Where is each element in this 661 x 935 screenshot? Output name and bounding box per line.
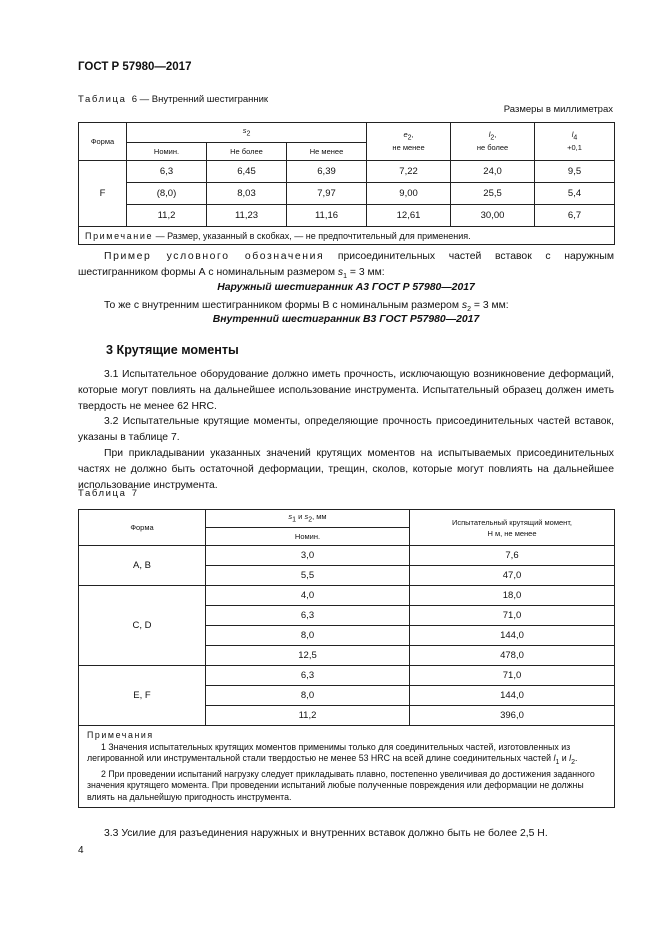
cell-size: 12,5 — [206, 646, 410, 666]
table-row — [79, 546, 615, 566]
paragraph-3-2b: При прикладывании указанных значений крутящих моментов на испытываемых присоединительных частях не должно быть остаточной деформации, трещин, сколов, которые могут повлиять на дальнейшее использование инструмента. — [78, 448, 614, 491]
notes-label: Примечания — [87, 730, 154, 740]
cell-nom: (8,0) — [127, 183, 207, 205]
cell-l2: 24,0 — [451, 161, 535, 183]
table-row — [79, 183, 615, 205]
document-header: ГОСТ Р 57980—2017 — [78, 61, 192, 73]
example-paragraph-2: То же с внутренним шестигранником формы В с номинальным размером $s_2 = 3$ мм: — [104, 300, 509, 314]
cell-torque: 7,6 — [410, 546, 615, 566]
cell-l2: 25,5 — [451, 183, 535, 205]
table7-notes — [79, 726, 615, 808]
cell-size: 4,0 — [206, 586, 410, 606]
table7-caption-number: 7 — [131, 488, 138, 499]
cell-torque: 18,0 — [410, 586, 615, 606]
col-header-e2: $e_2$, не менее — [367, 123, 451, 161]
table6 — [78, 122, 615, 245]
cell-e2: 9,00 — [367, 183, 451, 205]
cell-l4: 5,4 — [535, 183, 615, 205]
section-title: 3 Крутящие моменты — [106, 343, 239, 357]
cell-size: 11,2 — [206, 706, 410, 726]
cell-torque: 144,0 — [410, 626, 615, 646]
col-header-l4: $l_4$ +0,1 — [535, 123, 615, 161]
table-row — [79, 666, 615, 686]
col-header-l2: $l_2$, не более — [451, 123, 535, 161]
cell-min: 11,16 — [287, 205, 367, 227]
table6-caption-label: Таблица — [78, 94, 127, 105]
designation-2: Внутренний шестигранник В3 ГОСТ Р57980—2017 — [212, 314, 480, 325]
cell-size: 8,0 — [206, 626, 410, 646]
col-header-s1-s2: $s_1$ и $s_2$, мм — [206, 510, 410, 528]
paragraph-3-3: 3.3 Усилие для разъединения наружных и внутренних вставок должно быть не более 2,5 Н. — [104, 828, 548, 839]
cell-max: 8,03 — [207, 183, 287, 205]
cell-torque: 396,0 — [410, 706, 615, 726]
cell-torque: 478,0 — [410, 646, 615, 666]
cell-l4: 9,5 — [535, 161, 615, 183]
form-cell: E, F — [79, 666, 206, 726]
col-header-forma: Форма — [79, 123, 127, 161]
cell-max: 6,45 — [207, 161, 287, 183]
col-header-forma: Форма — [79, 510, 206, 546]
cell-torque: 71,0 — [410, 666, 615, 686]
cell-nom: 11,2 — [127, 205, 207, 227]
note-2: 2 При проведении испытаний нагрузку следует прикладывать плавно, постепенно увеличивая до достижения заданного значения крутящего момента. При проведении испытаний любые полученные повреждения или деформации не должны влиять на дальнейшую пригодность инструмента. — [87, 768, 595, 802]
cell-torque: 71,0 — [410, 606, 615, 626]
col-header-torque: Испытательный крутящий момент, Н м, не менее — [410, 510, 615, 546]
cell-e2: 12,61 — [367, 205, 451, 227]
cell-size: 6,3 — [206, 606, 410, 626]
cell-min: 7,97 — [287, 183, 367, 205]
form-cell: F — [79, 161, 127, 227]
cell-size: 6,3 — [206, 666, 410, 686]
subheader-nomin: Номин. — [206, 528, 410, 546]
cell-torque: 144,0 — [410, 686, 615, 706]
table7-caption — [78, 488, 137, 499]
paragraph-3-2: 3.2 Испытательные крутящие моменты, определяющие прочность присоединительных частей вставок, указаны в таблице 7. — [78, 416, 614, 443]
cell-min: 6,39 — [287, 161, 367, 183]
table6-note: Примечание — Размер, указанный в скобках, — не предпочтительный для применения. — [79, 227, 615, 245]
cell-size: 3,0 — [206, 546, 410, 566]
table-row — [79, 586, 615, 606]
table7-caption-label: Таблица — [78, 488, 127, 499]
cell-torque: 47,0 — [410, 566, 615, 586]
paragraph-3-1: 3.1 Испытательное оборудование должно иметь прочность, исключающую возникновение деформаций, которые могут повлиять на дальнейшее использование инструмента. Испытательный образец должен иметь твердость не менее 62 HRC. — [78, 369, 614, 412]
subheader-nomin: Номин. — [127, 143, 207, 161]
designation-1: Наружный шестигранник А3 ГОСТ Р 57980—2017 — [217, 282, 475, 293]
table-row — [79, 161, 615, 183]
cell-e2: 7,22 — [367, 161, 451, 183]
table6-caption — [78, 94, 268, 105]
subheader-ne-bolee: Не более — [207, 143, 287, 161]
table6-units: Размеры в миллиметрах — [503, 104, 613, 115]
form-cell: C, D — [79, 586, 206, 666]
example-label: Пример условного обозначения — [104, 251, 325, 262]
form-cell: A, B — [79, 546, 206, 586]
table-row — [79, 205, 615, 227]
subheader-ne-menee: Не менее — [287, 143, 367, 161]
example-paragraph: Пример условного обозначения присоединительных частей вставок с наружным шестигранником формы А с номинальным размером $s_1 = 3$ мм: — [78, 251, 614, 281]
cell-size: 5,5 — [206, 566, 410, 586]
cell-size: 8,0 — [206, 686, 410, 706]
cell-nom: 6,3 — [127, 161, 207, 183]
table6-caption-title: 6 — Внутренний шестигранник — [131, 94, 269, 105]
cell-max: 11,23 — [207, 205, 287, 227]
page-number: 4 — [78, 845, 84, 856]
cell-l4: 6,7 — [535, 205, 615, 227]
col-header-s2: $s_2$ — [127, 123, 367, 143]
note-1: 1 Значения испытательных крутящих моментов применимы только для соединительных частей, изготовленных из легированной или инструментальной стали твердостью не менее 53 HRC на всей длине соединительных частей $l_1$ и $l_2$. — [87, 741, 578, 766]
cell-l2: 30,00 — [451, 205, 535, 227]
table7 — [78, 509, 615, 808]
